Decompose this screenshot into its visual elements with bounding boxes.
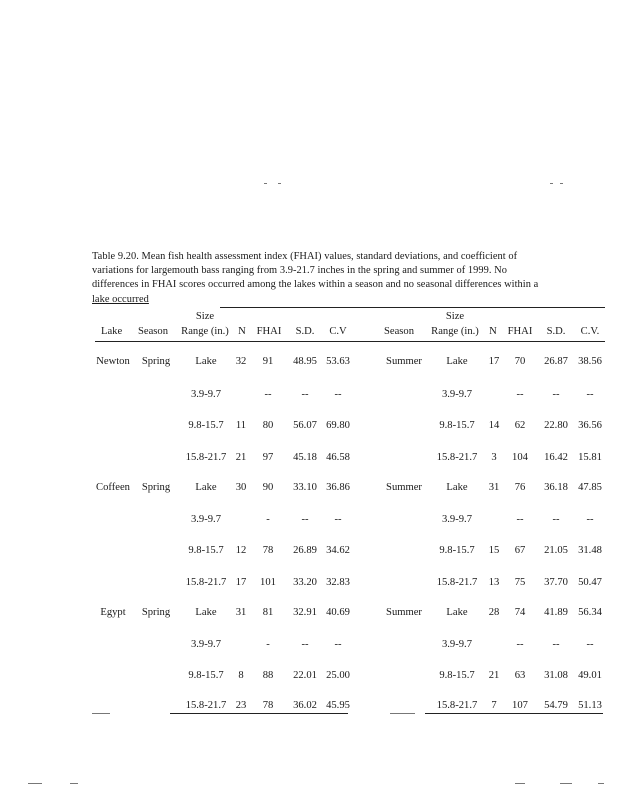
header-sd: S.D. xyxy=(295,326,315,337)
cell-size-range-summer: Lake xyxy=(446,607,468,618)
scan-speck xyxy=(560,183,563,184)
cell-size-range-summer: Lake xyxy=(446,356,468,367)
cell-n: 12 xyxy=(235,545,247,556)
cell-lake: Coffeen xyxy=(96,482,130,493)
cell-sd-summer: 26.87 xyxy=(544,356,568,367)
cell-sd: 48.95 xyxy=(293,356,317,367)
header-lake: Lake xyxy=(101,326,123,337)
cell-n-summer: 3 xyxy=(491,452,497,463)
cell-sd-summer: -- xyxy=(552,514,560,525)
cell-cv-summer: -- xyxy=(586,389,594,400)
scan-speck xyxy=(264,183,267,184)
cell-sd-summer: 22.80 xyxy=(544,420,568,431)
caption-line: variations for largemouth bass ranging from 3.9-21.7 inches in the spring and summer of 1999. No xyxy=(92,265,507,277)
cell-fhai: 101 xyxy=(260,577,276,588)
cell-sd-summer: -- xyxy=(552,639,560,650)
scan-speck xyxy=(515,783,525,784)
scan-speck xyxy=(28,783,42,784)
scan-speck xyxy=(390,713,415,714)
cell-fhai: 91 xyxy=(262,356,274,367)
cell-n: 32 xyxy=(235,356,247,367)
cell-sd-summer: 41.89 xyxy=(544,607,568,618)
table-top-rule xyxy=(220,307,605,308)
caption-line: lake occurred xyxy=(92,293,149,305)
cell-season-summer: Summer xyxy=(386,607,422,618)
cell-n: 8 xyxy=(238,670,244,681)
cell-cv: 32.83 xyxy=(326,577,350,588)
cell-cv-summer: 56.34 xyxy=(578,607,602,618)
header-season-summer: Season xyxy=(384,326,415,337)
cell-fhai: 97 xyxy=(262,452,274,463)
cell-cv-summer: 36.56 xyxy=(578,420,602,431)
cell-n-summer: 13 xyxy=(488,577,500,588)
cell-n: 23 xyxy=(235,700,247,711)
cell-size-range-summer: 9.8-15.7 xyxy=(439,420,475,431)
scan-speck xyxy=(550,183,553,184)
scan-speck xyxy=(70,783,78,784)
cell-fhai: 80 xyxy=(262,420,274,431)
cell-sd: 36.02 xyxy=(293,700,317,711)
cell-fhai-summer: 74 xyxy=(514,607,526,618)
header-size-top: Size xyxy=(195,311,215,322)
cell-sd: -- xyxy=(301,639,309,650)
table-caption xyxy=(92,250,604,307)
header-fhai-summer: FHAI xyxy=(507,326,533,337)
cell-lake: Egypt xyxy=(100,607,126,618)
cell-cv: 46.58 xyxy=(326,452,350,463)
cell-fhai-summer: 70 xyxy=(514,356,526,367)
cell-cv-summer: 15.81 xyxy=(578,452,602,463)
cell-sd: 56.07 xyxy=(293,420,317,431)
cell-cv-summer: -- xyxy=(586,514,594,525)
cell-sd: -- xyxy=(301,514,309,525)
cell-cv: -- xyxy=(334,389,342,400)
cell-fhai: 88 xyxy=(262,670,274,681)
cell-cv: 40.69 xyxy=(326,607,350,618)
cell-size-range-summer: 15.8-21.7 xyxy=(436,577,478,588)
cell-sd-summer: -- xyxy=(552,389,560,400)
cell-season: Spring xyxy=(141,356,171,367)
caption-line: differences in FHAI scores occurred among the lakes within a season and no seasonal differences within a xyxy=(92,279,539,291)
cell-fhai-summer: -- xyxy=(516,514,524,525)
cell-sd-summer: 31.08 xyxy=(544,670,568,681)
cell-n-summer: 15 xyxy=(488,545,500,556)
header-n-summer: N xyxy=(489,326,497,337)
cell-size-range: Lake xyxy=(195,482,217,493)
cell-size-range-summer: 15.8-21.7 xyxy=(436,452,478,463)
cell-sd: 45.18 xyxy=(293,452,317,463)
cell-size-range: 9.8-15.7 xyxy=(188,545,224,556)
cell-season: Spring xyxy=(141,482,171,493)
cell-fhai: - xyxy=(266,514,270,525)
cell-sd-summer: 16.42 xyxy=(544,452,568,463)
header-rule xyxy=(95,341,605,342)
header-size-range-summer: Range (in.) xyxy=(431,326,479,337)
cell-n: 11 xyxy=(235,420,247,431)
cell-fhai: 78 xyxy=(262,700,274,711)
cell-cv: 45.95 xyxy=(326,700,350,711)
header-cv-summer: C.V. xyxy=(580,326,600,337)
header-cv: C.V xyxy=(329,326,347,337)
cell-n: 30 xyxy=(235,482,247,493)
cell-cv-summer: 51.13 xyxy=(578,700,602,711)
cell-cv-summer: 31.48 xyxy=(578,545,602,556)
cell-cv-summer: 50.47 xyxy=(578,577,602,588)
cell-sd-summer: 54.79 xyxy=(544,700,568,711)
cell-size-range: 3.9-9.7 xyxy=(190,389,221,400)
cell-cv: 69.80 xyxy=(326,420,350,431)
cell-fhai: 81 xyxy=(262,607,274,618)
cell-fhai-summer: 62 xyxy=(514,420,526,431)
cell-sd-summer: 36.18 xyxy=(544,482,568,493)
cell-size-range-summer: 3.9-9.7 xyxy=(441,389,472,400)
scan-speck xyxy=(278,183,281,184)
cell-fhai-summer: -- xyxy=(516,639,524,650)
cell-fhai: 78 xyxy=(262,545,274,556)
cell-fhai-summer: 104 xyxy=(512,452,528,463)
cell-n-summer: 17 xyxy=(488,356,500,367)
scan-speck xyxy=(598,783,604,784)
scan-speck xyxy=(92,713,110,714)
cell-n-summer: 14 xyxy=(488,420,500,431)
header-sd-summer: S.D. xyxy=(546,326,566,337)
cell-size-range-summer: 9.8-15.7 xyxy=(439,545,475,556)
cell-cv: 34.62 xyxy=(326,545,350,556)
cell-size-range: Lake xyxy=(195,356,217,367)
cell-cv-summer: -- xyxy=(586,639,594,650)
cell-fhai-summer: 107 xyxy=(512,700,528,711)
cell-cv: 36.86 xyxy=(326,482,350,493)
cell-cv: -- xyxy=(334,639,342,650)
cell-sd: 32.91 xyxy=(293,607,317,618)
header-fhai: FHAI xyxy=(256,326,282,337)
cell-size-range-summer: 9.8-15.7 xyxy=(439,670,475,681)
cell-sd: 33.10 xyxy=(293,482,317,493)
cell-fhai-summer: -- xyxy=(516,389,524,400)
cell-size-range: 15.8-21.7 xyxy=(185,700,227,711)
cell-n-summer: 28 xyxy=(488,607,500,618)
cell-fhai: -- xyxy=(264,389,272,400)
cell-sd-summer: 37.70 xyxy=(544,577,568,588)
cell-sd-summer: 21.05 xyxy=(544,545,568,556)
cell-season-summer: Summer xyxy=(386,356,422,367)
cell-fhai: 90 xyxy=(262,482,274,493)
cell-sd: 22.01 xyxy=(293,670,317,681)
cell-cv-summer: 47.85 xyxy=(578,482,602,493)
cell-n-summer: 7 xyxy=(491,700,497,711)
header-size-range: Range (in.) xyxy=(181,326,229,337)
table-bottom-rule xyxy=(425,713,603,714)
scan-speck xyxy=(560,783,572,784)
cell-size-range-summer: 3.9-9.7 xyxy=(441,639,472,650)
cell-season: Spring xyxy=(141,607,171,618)
cell-n-summer: 21 xyxy=(488,670,500,681)
cell-fhai-summer: 67 xyxy=(514,545,526,556)
cell-size-range: 15.8-21.7 xyxy=(185,452,227,463)
table-bottom-rule xyxy=(170,713,348,714)
cell-size-range: 3.9-9.7 xyxy=(190,514,221,525)
cell-size-range: 3.9-9.7 xyxy=(190,639,221,650)
caption-line: Table 9.20. Mean fish health assessment index (FHAI) values, standard deviations, and coefficient of xyxy=(92,251,518,262)
cell-lake: Newton xyxy=(96,356,130,367)
cell-fhai-summer: 76 xyxy=(514,482,526,493)
cell-size-range-summer: Lake xyxy=(446,482,468,493)
cell-season-summer: Summer xyxy=(386,482,422,493)
cell-cv-summer: 38.56 xyxy=(578,356,602,367)
header-n: N xyxy=(238,326,246,337)
cell-n: 21 xyxy=(235,452,247,463)
cell-cv: 25.00 xyxy=(326,670,350,681)
cell-sd: 33.20 xyxy=(293,577,317,588)
cell-n: 31 xyxy=(235,607,247,618)
cell-size-range: 9.8-15.7 xyxy=(188,670,224,681)
cell-size-range: Lake xyxy=(195,607,217,618)
cell-fhai-summer: 63 xyxy=(514,670,526,681)
cell-size-range-summer: 15.8-21.7 xyxy=(436,700,478,711)
header-season: Season xyxy=(138,326,169,337)
cell-sd: 26.89 xyxy=(293,545,317,556)
cell-cv-summer: 49.01 xyxy=(578,670,602,681)
cell-sd: -- xyxy=(301,389,309,400)
cell-fhai-summer: 75 xyxy=(514,577,526,588)
cell-n-summer: 31 xyxy=(488,482,500,493)
cell-cv: 53.63 xyxy=(326,356,350,367)
cell-n: 17 xyxy=(235,577,247,588)
cell-fhai: - xyxy=(266,639,270,650)
cell-size-range-summer: 3.9-9.7 xyxy=(441,514,472,525)
cell-cv: -- xyxy=(334,514,342,525)
cell-size-range: 9.8-15.7 xyxy=(188,420,224,431)
cell-size-range: 15.8-21.7 xyxy=(185,577,227,588)
header-size-top-summer: Size xyxy=(445,311,465,322)
